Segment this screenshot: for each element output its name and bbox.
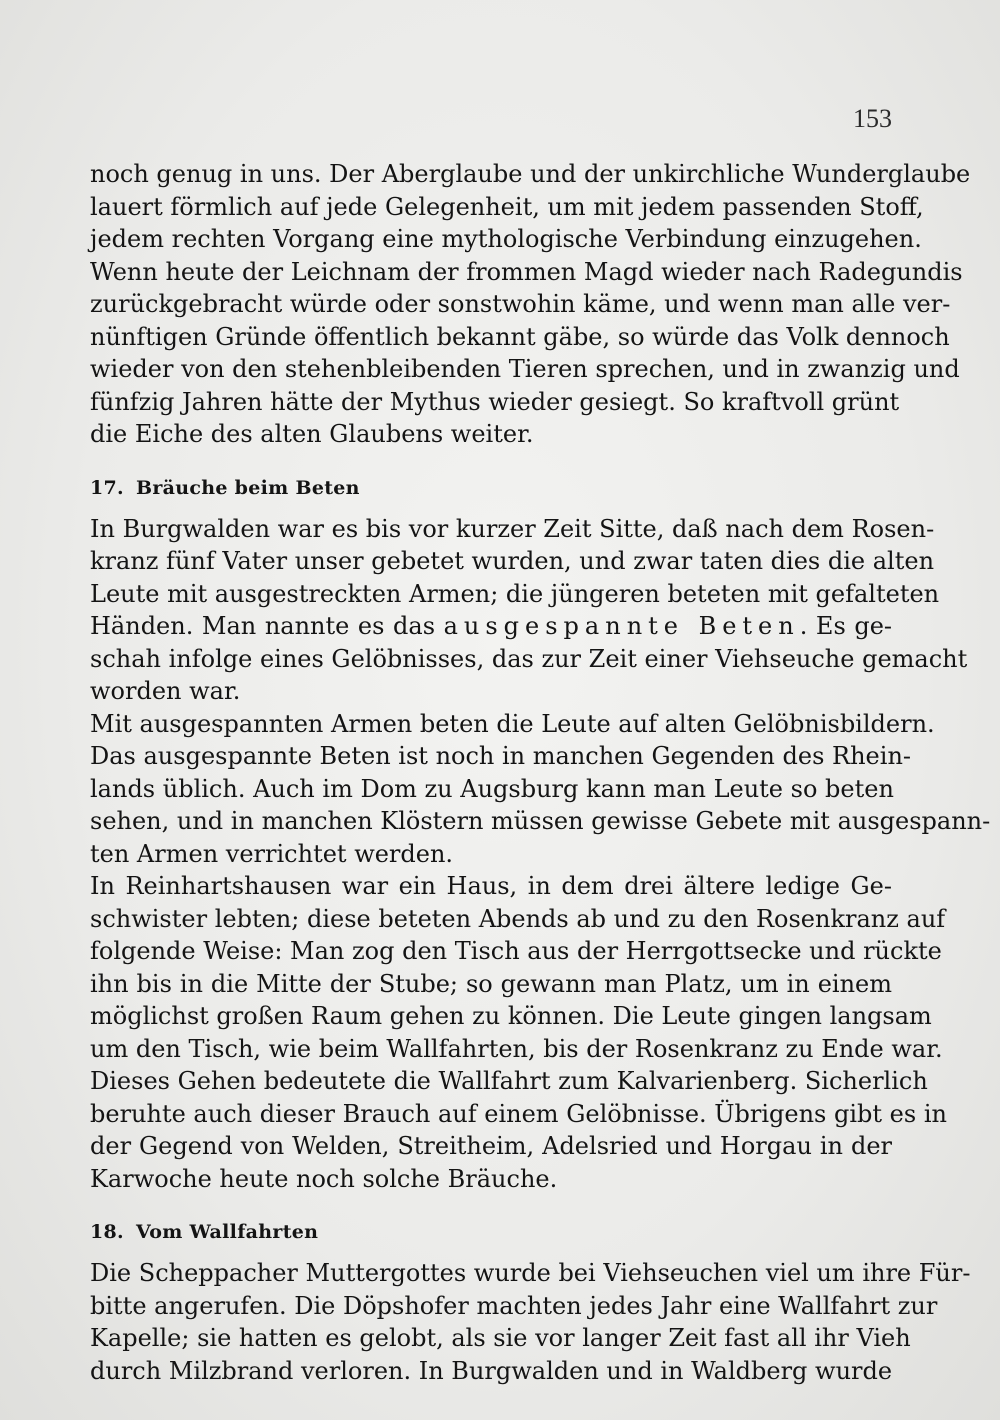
- text-line: bitte angerufen. Die Döpshofer machten jedes Jahr eine Wallfahrt zur: [90, 1291, 938, 1320]
- text-line: Dieses Gehen bedeutete die Wallfahrt zum Kalvarienberg. Sicherlich: [90, 1067, 928, 1095]
- text-line: der Gegend von Welden, Streitheim, Adelsried und Horgau in der: [90, 1132, 892, 1160]
- text-line: worden war.: [90, 677, 241, 705]
- text-line: [90, 610, 892, 643]
- intro-paragraph: [90, 158, 971, 451]
- section-heading-18: [90, 1221, 892, 1243]
- text-line: folgende Weise: Man zog den Tisch aus der Herrgottsecke und rückte: [90, 937, 942, 965]
- section-title: Vom Wallfahrten: [135, 1221, 319, 1243]
- text-line: schah infolge eines Gelöbnisses, das zur Zeit einer Viehseuche gemacht: [90, 644, 968, 673]
- text-line: Mit ausgespannten Armen beten die Leute auf alten Gelöbnisbildern.: [90, 709, 935, 738]
- text-line: um den Tisch, wie beim Wallfahrten, bis der Rosenkranz zu Ende war.: [90, 1034, 943, 1063]
- section-17-paragraph-3: [90, 870, 947, 1195]
- text-line: Wenn heute der Leichnam der frommen Magd wieder nach Radegundis: [90, 257, 963, 286]
- page-body: [90, 158, 991, 1387]
- text-line: zurückgebracht würde oder sonstwohin käme, und wenn man alle ver-: [90, 290, 951, 318]
- section-title: Bräuche beim Beten: [135, 476, 360, 499]
- text-line: lands üblich. Auch im Dom zu Augsburg kann man Leute so beten: [90, 774, 894, 803]
- text-line: wieder von den stehenbleibenden Tieren sprechen, und in zwanzig und: [90, 355, 960, 383]
- section-17-paragraph-1: [90, 513, 968, 708]
- text-line: Karwoche heute noch solche Bräuche.: [90, 1164, 558, 1193]
- text-line: ihn bis in die Mitte der Stube; so gewann man Platz, um in einem: [90, 969, 892, 998]
- text-line: schwister lebten; diese beteten Abends ab und zu den Rosenkranz auf: [90, 904, 946, 933]
- text-fragment: . Es ge-: [799, 612, 893, 640]
- text-line: Die Scheppacher Muttergottes wurde bei Viehseuchen viel um ihre Für-: [90, 1259, 971, 1287]
- text-line: kranz fünf Vater unser gebetet wurden, und zwar taten dies die alten: [90, 547, 935, 575]
- text-line: Das ausgespannte Beten ist noch in manchen Gegenden des Rhein-: [90, 742, 912, 770]
- section-17-paragraph-2: [90, 708, 991, 871]
- text-line: Kapelle; sie hatten es gelobt, als sie vor langer Zeit fast all ihr Vieh: [90, 1324, 911, 1352]
- page-number: 153: [853, 104, 892, 133]
- text-line: nünftigen Gründe öffentlich bekannt gäbe, so würde das Volk dennoch: [90, 322, 950, 351]
- text-line: Leute mit ausgestreckten Armen; die jüngeren beteten mit gefalteten: [90, 579, 940, 608]
- text-line: die Eiche des alten Glaubens weiter.: [90, 420, 534, 448]
- text-line: In Reinhartshausen war ein Haus, in dem drei ältere ledige Ge-: [90, 872, 892, 900]
- text-line: fünfzig Jahren hätte der Mythus wieder gesiegt. So kraftvoll grünt: [90, 387, 900, 416]
- text-line: lauert förmlich auf jede Gelegenheit, um mit jedem passenden Stoff,: [90, 192, 924, 221]
- section-heading-17: [90, 477, 892, 499]
- text-line: möglichst großen Raum gehen zu können. Die Leute gingen langsam: [90, 1002, 932, 1030]
- section-18-paragraph-1: [90, 1257, 971, 1387]
- text-line: noch genug in uns. Der Aberglaube und der unkirchliche Wunderglaube: [90, 160, 971, 188]
- text-line: jedem rechten Vorgang eine mythologische Verbindung einzugehen.: [90, 225, 922, 253]
- text-line: durch Milzbrand verloren. In Burgwalden und in Waldberg wurde: [90, 1356, 893, 1385]
- section-number: 18.: [90, 1221, 124, 1243]
- emphasized-phrase: ausgespannte Beten: [443, 612, 800, 640]
- section-number: 17.: [90, 476, 124, 499]
- text-line: ten Armen verrichtet werden.: [90, 839, 454, 868]
- text-fragment: Händen. Man nannte es das: [90, 612, 444, 640]
- text-line: beruhte auch dieser Brauch auf einem Gelöbnisse. Übrigens gibt es in: [90, 1099, 947, 1128]
- text-line: In Burgwalden war es bis vor kurzer Zeit Sitte, daß nach dem Rosen-: [90, 514, 935, 543]
- text-line: sehen, und in manchen Klöstern müssen gewisse Gebete mit ausgespann-: [90, 807, 991, 835]
